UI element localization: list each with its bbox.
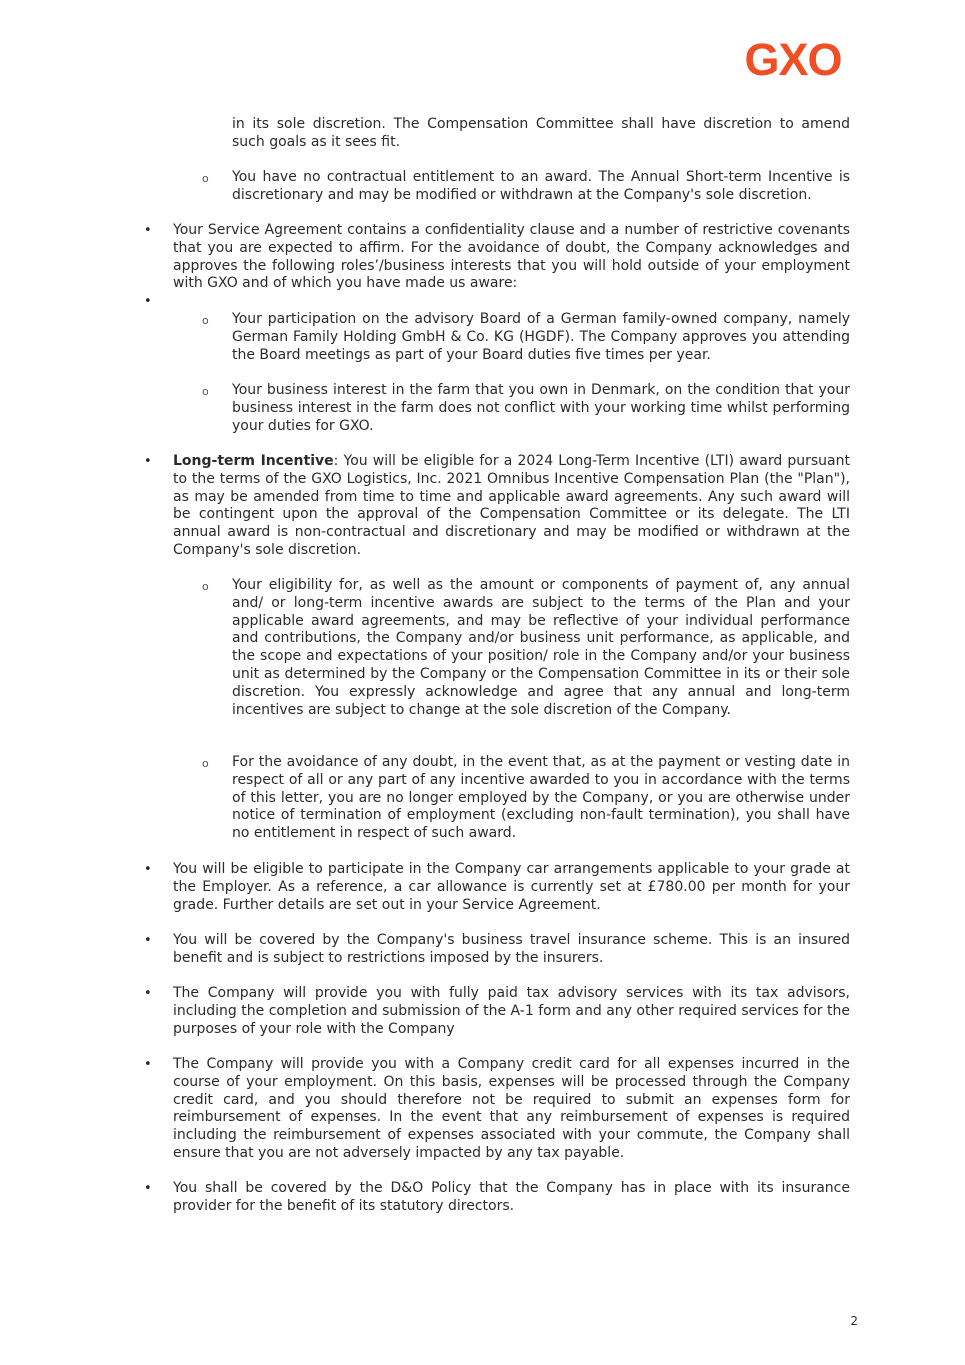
bullet-marker: • (144, 223, 152, 238)
continuation-paragraph: in its sole discretion. The Compensation Committee shall have discretion to amend such goals as it sees fit. (232, 116, 850, 150)
bullet-marker: • (144, 933, 152, 948)
page-number: 2 (850, 1314, 858, 1328)
list-item-company-car: You will be eligible to participate in the Company car arrangements applicable to your grade at the Employer. As a reference, a car allowance is currently set at £780.00 per month for your grade. Further details are set out in your Service Agreement. (173, 861, 850, 913)
sub-bullet-marker: o (202, 757, 209, 770)
bullet-marker: • (144, 1181, 152, 1196)
sub-item-avoidance-of-doubt: For the avoidance of any doubt, in the event that, as at the payment or vesting date in respect of all or any part of any incentive awarded to you in accordance with the terms of this letter, you are no longer employed by the Company, or you are otherwise under notice of termination of employment (excluding non-fault termination), you shall have no entitlement in respect of such award. (232, 754, 850, 842)
list-item-dno-policy: You shall be covered by the D&O Policy that the Company has in place with its insurance provider for the benefit of its statutory directors. (173, 1180, 850, 1214)
sub-item-advisory-board: Your participation on the advisory Board of a German family-owned company, namely German Family Holding GmbH & Co. KG (HGDF). The Company approves you attending the Board meetings as part of your Board duties five times per year. (232, 311, 850, 363)
list-item-tax-advisory: The Company will provide you with fully paid tax advisory services with its tax advisors, including the completion and submission of the A-1 form and any other required services for the purposes of your role with the Company (173, 985, 850, 1037)
sub-item-farm: Your business interest in the farm that you own in Denmark, on the condition that your business interest in the farm does not conflict with your working time whilst performing your duties for GXO. (232, 382, 850, 434)
gxo-logo-text: GXO (744, 38, 842, 80)
list-item-long-term-incentive (173, 453, 850, 560)
sub-bullet-marker: o (202, 314, 209, 327)
bullet-marker: • (144, 454, 152, 469)
bullet-marker: • (144, 1057, 152, 1072)
list-item-travel-insurance: You will be covered by the Company's business travel insurance scheme. This is an insured benefit and is subject to restrictions imposed by the insurers. (173, 932, 850, 966)
bullet-marker: • (144, 862, 152, 877)
sub-bullet-marker: o (202, 385, 209, 398)
bullet-marker-empty: • (144, 294, 152, 309)
gxo-logo (737, 38, 849, 80)
sub-item-eligibility: Your eligibility for, as well as the amount or components of payment of, any annual and/ or long-term incentive awards are subject to the terms of the Plan and your applicable award agreements, and may be reflective of your individual performance and contributions, the Company and/or business unit performance, as applicable, and the scope and expectations of your position/ role in the Company and/or your business unit as determined by the Company or the Compensation Committee in its or their sole discretion. You expressly acknowledge and agree that any annual and long-term incentives are subject to change at the sole discretion of the Company. (232, 577, 850, 718)
list-item-credit-card: The Company will provide you with a Company credit card for all expenses incurred in the course of your employment. On this basis, expenses will be processed through the Company credit card, and you should therefore not be required to submit an expenses form for reimbursement of expenses. In the event that any reimbursement of expenses is required including the reimbursement of expenses associated with your commute, the Company shall ensure that you are not adversely impacted by any tax payable. (173, 1056, 850, 1161)
lti-heading: Long-term Incentive (173, 453, 334, 469)
sub-bullet-marker: o (202, 580, 209, 593)
bullet-marker: • (144, 986, 152, 1001)
sub-bullet-marker: o (202, 172, 209, 185)
sub-item-no-entitlement: You have no contractual entitlement to an award. The Annual Short-term Incentive is discretionary and may be modified or withdrawn at the Company's sole discretion. (232, 169, 850, 203)
list-item-service-agreement: Your Service Agreement contains a confidentiality clause and a number of restrictive covenants that you are expected to affirm. For the avoidance of doubt, the Company acknowledges and approves the following roles’/business interests that you will hold outside of your employment with GXO and of which you have made us aware: (173, 222, 850, 292)
lti-text: : You will be eligible for a 2024 Long-Term Incentive (LTI) award pursuant to the terms of the GXO Logistics, Inc. 2021 Omnibus Incentive Compensation Plan (the "Plan"), as may be amended from time to time and applicable award agreements. Any such award will be contingent upon the approval of the Compensation Committee or its delegate. The LTI annual award is non-contractual and discretionary and may be modified or withdrawn at the Company's sole discretion. (173, 453, 850, 558)
